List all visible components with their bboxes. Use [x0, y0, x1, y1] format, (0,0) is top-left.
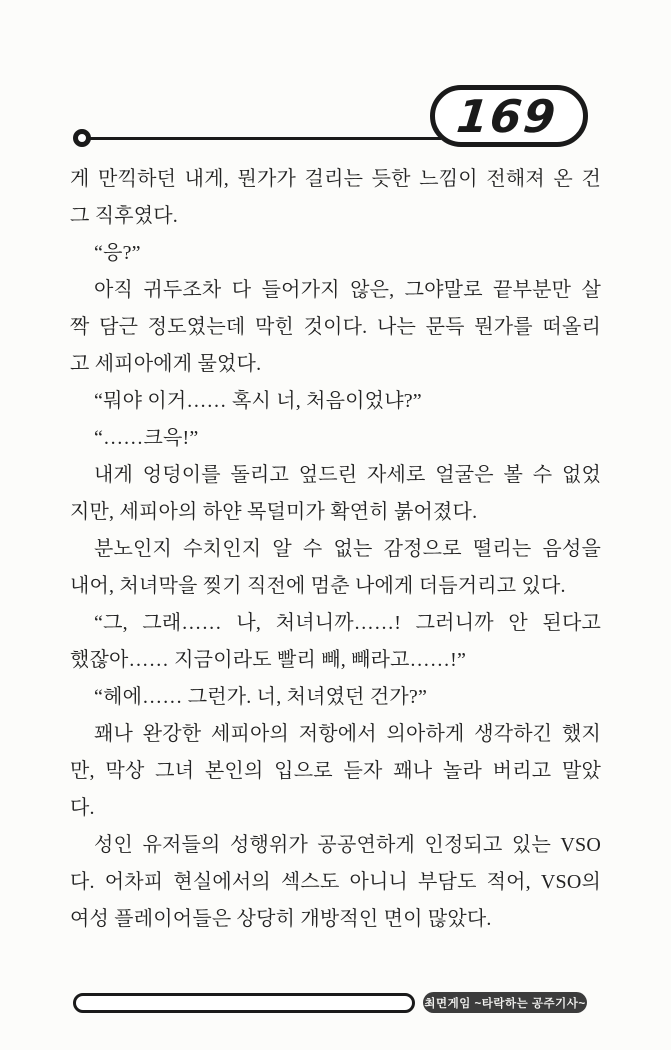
text-line: 다. [70, 797, 95, 819]
text-line: “뭐야 이거…… 혹시 너, 처음이었냐?” [94, 390, 422, 412]
text-line: 다. 어차피 현실에서의 섹스도 아니니 부담도 적어, VSO의 [70, 871, 601, 893]
text-line: 게 만끽하던 내게, 뭔가가 걸리는 듯한 느낌이 전해져 온 건 [70, 168, 601, 190]
footer-title: 최면게임 ~타락하는 공주기사~ [424, 997, 586, 1010]
text-line: 내어, 처녀막을 찢기 직전에 멈춘 나에게 더듬거리고 있다. [70, 575, 566, 597]
text-line: “그, 그래…… 나, 처녀니까……! 그러니까 안 된다고 [94, 612, 601, 634]
header-rule-line [89, 137, 441, 140]
text-line: 짝 담근 정도였는데 막힌 것이다. 나는 문득 뭔가를 떠올리 [70, 316, 601, 338]
text-line: “응?” [94, 242, 141, 264]
text-line: 내게 엉덩이를 돌리고 엎드린 자세로 얼굴은 볼 수 없었 [94, 464, 601, 486]
footer-rule [73, 993, 415, 1013]
text-line: 지만, 세피아의 하얀 목덜미가 확연히 붉어졌다. [70, 501, 478, 523]
text-line: 꽤나 완강한 세피아의 저항에서 의아하게 생각하긴 했지 [94, 723, 601, 745]
footer-title-badge [423, 992, 587, 1013]
body-text [70, 161, 601, 938]
text-line: 성인 유저들의 성행위가 공공연하게 인정되고 있는 VSO [94, 834, 601, 856]
text-line: 여성 플레이어들은 상당히 개방적인 면이 많았다. [70, 908, 492, 930]
text-line: “……크윽!” [94, 427, 199, 449]
text-line: “헤에…… 그런가. 너, 처녀였던 건가?” [94, 686, 428, 708]
text-line: 했잖아…… 지금이라도 빨리 빼, 빼라고……!” [70, 649, 467, 671]
text-line: 만, 막상 그녀 본인의 입으로 듣자 꽤나 놀라 버리고 말았 [70, 760, 601, 782]
text-line: 분노인지 수치인지 알 수 없는 감정으로 떨리는 음성을 [94, 538, 601, 560]
text-line: 고 세피아에게 물었다. [70, 353, 262, 375]
text-line: 아직 귀두조차 다 들어가지 않은, 그야말로 끝부분만 살 [94, 279, 601, 301]
page-number: 169 [454, 89, 560, 143]
page-number-badge [430, 85, 588, 147]
text-line: 그 직후였다. [70, 205, 178, 227]
